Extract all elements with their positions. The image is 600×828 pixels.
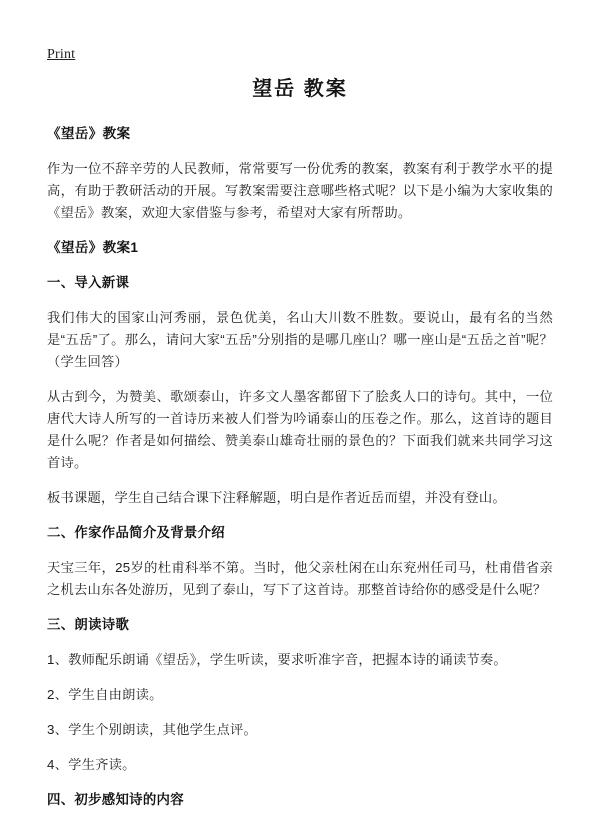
- page-title: 望岳 教案: [252, 78, 348, 100]
- paragraph: 板书课题，学生自己结合课下注释解题，明白是作者近岳而望，并没有登山。: [47, 490, 506, 505]
- document-body: [47, 72, 553, 824]
- section-heading: 《望岳》教案: [47, 126, 131, 141]
- paragraph: 天宝三年，25岁的杜甫科举不第。当时，他父亲杜闲在山东兖州任司马，杜甫借省亲之机去山东各处游历，见到了泰山，写下了这首诗。那整首诗给你的感受是什么呢？: [47, 560, 553, 597]
- list-item: 4、学生齐读。: [47, 757, 136, 772]
- paragraph: 我们伟大的国家山河秀丽，景色优美，名山大川数不胜数。要说山，最有名的当然是“五岳”了。那么，请问大家“五岳”分别指的是哪几座山？哪一座山是“五岳之首”呢？（学生回答）: [47, 310, 553, 369]
- sub-section-heading: 二、作家作品简介及背景介绍: [47, 525, 225, 540]
- sub-section-heading: 三、朗读诗歌: [47, 617, 130, 632]
- sub-section-heading: 一、导入新课: [47, 275, 130, 290]
- paragraph: 作为一位不辞辛劳的人民教师，常常要写一份优秀的教案，教案有利于教学水平的提高，有助于教研活动的开展。写教案需要注意哪些格式呢？以下是小编为大家收集的《望岳》教案，欢迎大家借鉴与参考，希望对大家有所帮助。: [47, 161, 553, 220]
- sub-section-heading: 四、初步感知诗的内容: [47, 792, 184, 807]
- print-link[interactable]: Print: [47, 47, 76, 62]
- section-heading: 《望岳》教案1: [47, 240, 139, 255]
- paragraph: 从古到今，为赞美、歌颂泰山，许多文人墨客都留下了脍炙人口的诗句。其中，一位唐代大诗人所写的一首诗历来被人们誉为吟诵泰山的压卷之作。那么，这首诗的题目是什么呢？作者是如何描绘、赞美泰山雄奇壮丽的景色的？下面我们就来共同学习这首诗。: [47, 389, 553, 470]
- list-item: 3、学生个别朗读，其他学生点评。: [47, 722, 258, 737]
- list-item: 2、学生自由朗读。: [47, 687, 163, 702]
- list-item: 1、教师配乐朗诵《望岳》，学生听读，要求听准字音，把握本诗的诵读节奏。: [47, 652, 507, 667]
